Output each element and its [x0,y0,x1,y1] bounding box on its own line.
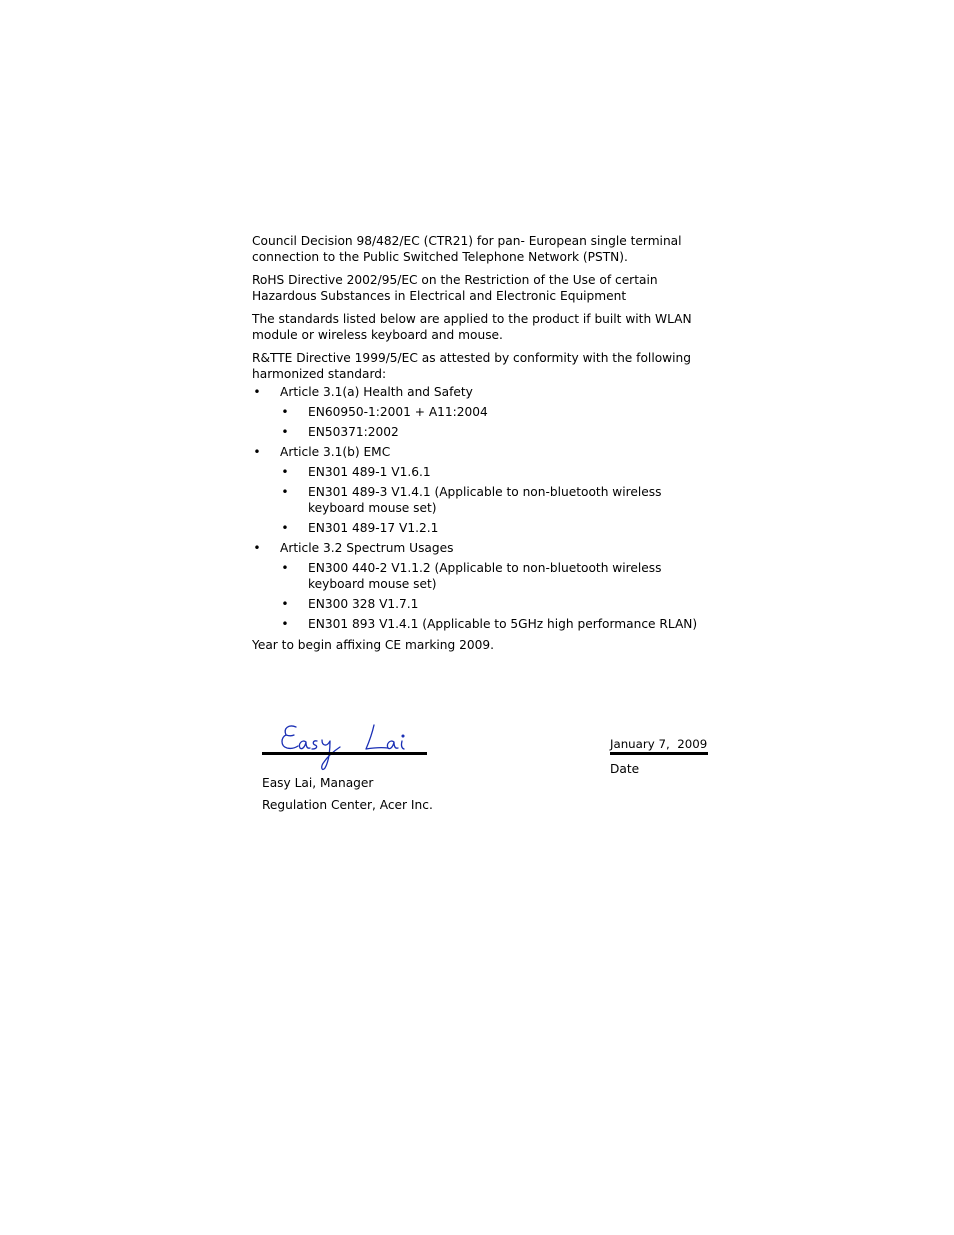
article-item [252,540,712,632]
standard-label: EN301 893 V1.4.1 (Applicable to 5GHz high performance RLAN) [308,617,698,631]
bullet-icon: • [281,465,289,479]
standard-label: EN300 328 V1.7.1 [308,597,419,611]
standard-item [280,404,712,420]
bullet-icon: • [253,445,261,459]
article-item [252,444,712,536]
signing-date: January 7, 2009 [610,737,708,751]
bullet-icon: • [281,561,289,575]
council-decision-paragraph: Council Decision 98/482/EC (CTR21) for pan- European single terminal connection to the Public Switched Telephone Network (PSTN). [252,234,682,264]
date-line [610,752,708,755]
declaration-body [252,233,712,660]
standard-item [280,464,712,480]
date-label: Date [610,762,640,776]
standard-label: EN301 489-3 V1.4.1 (Applicable to non-bluetooth wireless keyboard mouse set) [308,485,662,515]
bullet-icon: • [253,385,261,399]
bullet-icon: • [281,405,289,419]
rohs-paragraph: RoHS Directive 2002/95/EC on the Restriction of the Use of certain Hazardous Substances in Electrical and Electronic Equipment [252,273,658,303]
article-label: Article 3.2 Spectrum Usages [280,541,454,555]
standard-item [280,484,712,516]
signatory-organization: Regulation Center, Acer Inc. [262,798,433,812]
article-label: Article 3.1(b) EMC [280,445,391,459]
standard-label: EN300 440-2 V1.1.2 (Applicable to non-bluetooth wireless keyboard mouse set) [308,561,662,591]
rtte-paragraph: R&TTE Directive 1999/5/EC as attested by conformity with the following harmonized standard: [252,351,691,381]
standard-label: EN301 489-17 V1.2.1 [308,521,439,535]
ce-marking-year: Year to begin affixing CE marking 2009. [252,638,495,652]
standard-label: EN301 489-1 V1.6.1 [308,465,431,479]
bullet-icon: • [281,597,289,611]
article-item [252,384,712,440]
standard-item [280,596,712,612]
standard-item [280,616,712,632]
bullet-icon: • [281,617,289,631]
signature-drawing [262,718,432,776]
signatory-name: Easy Lai, Manager [262,776,374,790]
signature-line [262,752,427,755]
articles-list [252,384,712,632]
article-label: Article 3.1(a) Health and Safety [280,385,473,399]
standards-sublist [280,464,712,536]
standards-paragraph: The standards listed below are applied to the product if built with WLAN module or wireless keyboard and mouse. [252,312,692,342]
standards-sublist [280,560,712,632]
standards-sublist [280,404,712,440]
bullet-icon: • [281,485,289,499]
standard-label: EN60950-1:2001 + A11:2004 [308,405,488,419]
standard-item [280,520,712,536]
standard-label: EN50371:2002 [308,425,399,439]
bullet-icon: • [281,521,289,535]
bullet-icon: • [281,425,289,439]
bullet-icon: • [253,541,261,555]
standard-item [280,424,712,440]
standard-item [280,560,712,592]
